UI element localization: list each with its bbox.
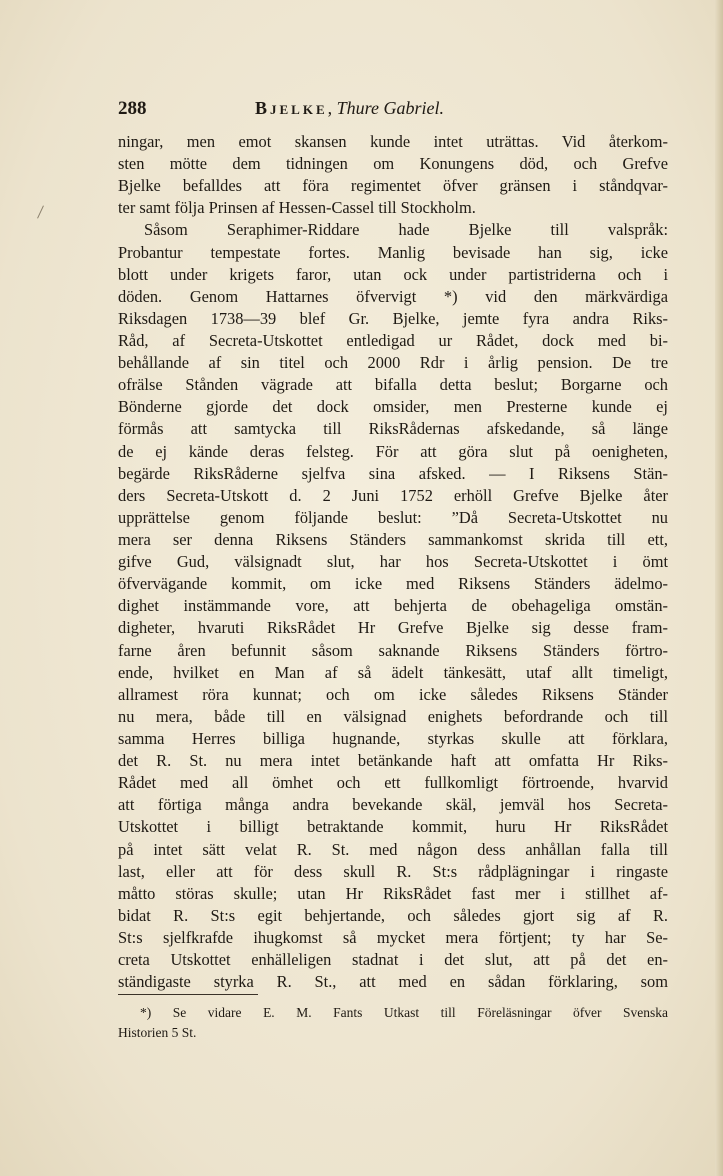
text-line: Bönderne gjorde det dock omsider, men Presterne kunde ej xyxy=(118,397,668,417)
text-line: ter samt följa Prinsen af Hessen-Cassel till Stockholm. xyxy=(118,198,476,218)
text-line: sten mötte dem tidningen om Konungens död, och Grefve xyxy=(118,154,668,174)
text-line: last, eller att för dess skull R. St:s rådplägningar i ringaste xyxy=(118,861,668,881)
text-line: mera ser denna Riksens Ständers sammankomst skrida till ett, xyxy=(118,529,668,549)
footnote xyxy=(118,1003,668,1043)
page-number: 288 xyxy=(118,98,147,119)
text-line: på intet sätt velat R. St. med någon dess anhållan falla till xyxy=(118,839,668,859)
footnote-line: *) Se vidare E. M. Fants Utkast till Föreläsningar öfver Svenska xyxy=(140,1005,668,1020)
text-line: ende, hvilket en Man af så ädelt tänkesätt, utaf allt timeligt, xyxy=(118,662,668,682)
text-line: nu mera, både till en välsignad enighets befordrande och till xyxy=(118,706,668,726)
text-line: Såsom Seraphimer-Riddare hade Bjelke till valspråk: xyxy=(144,220,668,240)
running-title-surname: Bjelke xyxy=(255,98,328,118)
running-title-given-name: Thure Gabriel. xyxy=(336,98,444,118)
text-line: Utskottet i billigt betraktande kommit, huru Hr RiksRådet xyxy=(118,817,668,837)
text-line: blott under krigets faror, utan ock under partistriderna och i xyxy=(118,264,668,284)
page-edge-shadow xyxy=(715,0,723,1176)
footnote-line: Historien 5 St. xyxy=(118,1025,197,1040)
text-line: ningar, men emot skansen kunde intet uträttas. Vid återkom- xyxy=(118,132,668,151)
text-line: bidat R. St:s egit behjertande, och således gjort sig af R. xyxy=(118,905,668,925)
text-line: ofrälse Stånden vägrade att bifalla detta beslut; Borgarne och xyxy=(118,375,668,395)
text-line: digheter, hvaruti RiksRådet Hr Grefve Bjelke sig desse fram- xyxy=(118,618,668,638)
text-line: Riksdagen 1738—39 blef Gr. Bjelke, jemte fyra andra Riks- xyxy=(118,308,668,328)
text-line: Rådet med all ömhet och ett fullkomligt förtroende, hvarvid xyxy=(118,773,668,793)
text-line: de ej kände deras felsteg. För att göra slut på oenigheten, xyxy=(118,441,668,461)
text-line: Bjelke befalldes att föra regimentet öfver gränsen i ståndqvar- xyxy=(118,176,668,196)
text-line: creta Utskottet enhälleligen stadnat i det slut, att på det en- xyxy=(118,950,668,970)
margin-pencil-mark xyxy=(37,205,44,218)
page-header xyxy=(118,98,658,120)
text-line: förmås att samtycka till RiksRådernas afskedande, så länge xyxy=(118,419,668,439)
text-line: farne åren befunnit såsom saknande Riksens Ständers förtro- xyxy=(118,640,668,660)
text-line: döden. Genom Hattarnes öfvervigt *) vid den märkvärdiga xyxy=(118,286,668,306)
running-title: Bjelke, Thure Gabriel. xyxy=(255,98,444,118)
footnote-divider xyxy=(118,994,258,995)
text-line: att förtiga många andra bevekande skäl, jemväl hos Secreta- xyxy=(118,795,668,815)
text-line: det R. St. nu mera intet betänkande haft att omfatta Hr Riks- xyxy=(118,751,668,771)
text-line: Probantur tempestate fortes. Manlig bevisade han sig, icke xyxy=(118,242,668,262)
text-line: gifve Gud, välsignadt slut, har hos Secreta-Utskottet i ömt xyxy=(118,552,668,572)
text-line: ständigaste styrka R. St., att med en sådan förklaring, som xyxy=(118,972,668,992)
text-line: allramest röra kunnat; och om icke således Riksens Ständer xyxy=(118,684,668,704)
body-text xyxy=(118,131,668,993)
text-line: ders Secreta-Utskott d. 2 Juni 1752 erhöll Grefve Bjelke åter xyxy=(118,485,668,505)
text-line: begärde RiksRåderne sjelfva sina afsked. — I Riksens Stän- xyxy=(118,463,668,483)
text-line: St:s sjelfkrafde ihugkomst så mycket mera förtjent; ty har Se- xyxy=(118,927,668,947)
text-line: samma Herres billiga hugnande, styrkas skulle att förklara, xyxy=(118,728,668,748)
text-line: upprättelse genom följande beslut: ”Då Secreta-Utskottet nu xyxy=(118,507,668,527)
text-line: dighet instämmande vore, att behjerta de obehageliga omstän- xyxy=(118,596,668,616)
text-line: måtto störas skulle; utan Hr RiksRådet fast mer i stillhet af- xyxy=(118,883,668,903)
text-line: behållande af sin titel och 2000 Rdr i årlig pension. De tre xyxy=(118,353,668,373)
text-line: öfvervägande kommit, om icke med Riksens Ständers ädelmo- xyxy=(118,574,668,594)
text-line: Råd, af Secreta-Utskottet entledigad ur Rådet, dock med bi- xyxy=(118,330,668,350)
